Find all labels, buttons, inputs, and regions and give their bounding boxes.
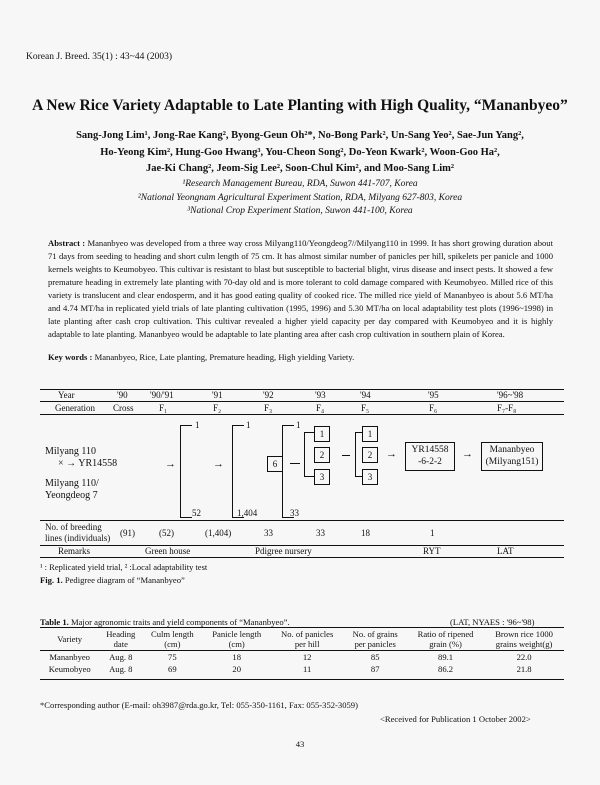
arrow-icon: → bbox=[462, 448, 473, 460]
cross-result: × → YR14558 bbox=[58, 458, 118, 469]
year-cell: '92 bbox=[263, 390, 274, 400]
lines-value: (52) bbox=[159, 528, 174, 538]
line-count: 1,404 bbox=[237, 508, 258, 518]
table-header-cell: Ratio of ripened grain (%) bbox=[407, 628, 484, 651]
figure-caption-text: Pedigree diagram of “Mananbyeo” bbox=[62, 575, 185, 585]
f5-line-box: 2 bbox=[362, 447, 378, 463]
bracket-line bbox=[304, 432, 314, 433]
remark-cell: Pdigree nursery bbox=[255, 546, 312, 556]
table-header-cell: Heading date bbox=[99, 628, 142, 651]
table-cell: 86.2 bbox=[438, 664, 454, 674]
connector-line bbox=[290, 463, 300, 464]
final-variety-name: Mananbyeo bbox=[489, 445, 535, 455]
arrow-icon: → bbox=[165, 458, 176, 470]
table-cell: 87 bbox=[370, 664, 380, 674]
author-line: Jae-Ki Chang², Jeom-Sig Lee², Soon-Chul Kim², and Moo-Sang Lim² bbox=[145, 163, 455, 174]
table-row bbox=[40, 651, 564, 664]
line-count: 52 bbox=[192, 508, 201, 518]
generation-cell: F₅ bbox=[361, 403, 370, 413]
table-header-cell: Brown rice 1000 grains weight(g) bbox=[484, 628, 564, 651]
figure-footnote: ¹ : Replicated yield trial, ² :Local adaptability test bbox=[40, 562, 208, 572]
lines-value: 1 bbox=[430, 528, 435, 538]
year-cell: '94 bbox=[360, 390, 371, 400]
f4-line-box: 3 bbox=[314, 469, 330, 485]
lines-value: 33 bbox=[264, 528, 273, 538]
generation-cell: F₂ bbox=[213, 403, 222, 413]
year-cell: '91 bbox=[212, 390, 223, 400]
year-cell: '93 bbox=[315, 390, 326, 400]
bracket-line bbox=[180, 517, 192, 518]
affiliation: ²National Yeongnam Agricultural Experiment Station, RDA, Milyang 627-803, Korea bbox=[137, 192, 463, 203]
year-cell: '90/'91 bbox=[150, 390, 174, 400]
table-caption-text: Major agronomic traits and yield components of “Mananbyeo”. bbox=[68, 617, 290, 627]
figure-rule bbox=[40, 401, 564, 402]
bracket-line bbox=[232, 425, 233, 518]
generation-cell: F₄ bbox=[316, 403, 325, 413]
affiliation: ³National Crop Experiment Station, Suwon 441-100, Korea bbox=[187, 206, 413, 216]
lines-label: No. of breeding bbox=[45, 522, 102, 532]
lines-value: (91) bbox=[120, 528, 135, 538]
final-variety-box bbox=[481, 442, 543, 471]
final-variety-line: (Milyang151) bbox=[485, 457, 539, 467]
lines-value: (1,404) bbox=[205, 528, 232, 538]
table-header-row bbox=[40, 628, 564, 651]
arrow-icon: → bbox=[213, 458, 224, 470]
page-number: 43 bbox=[295, 739, 305, 749]
table-cell: 89.1 bbox=[438, 652, 454, 662]
table-header-cell: Panicle length (cm) bbox=[203, 628, 271, 651]
table-header-cell: No. of panicles per hill bbox=[271, 628, 344, 651]
cross-parent: Milyang 110 bbox=[45, 446, 97, 457]
bracket-line bbox=[304, 432, 305, 476]
cross-parent: Yeongdeog 7 bbox=[45, 490, 98, 501]
lines-value: 18 bbox=[361, 528, 370, 538]
remark-cell: LAT bbox=[497, 546, 514, 556]
f5-line-box: 3 bbox=[362, 469, 378, 485]
year-cell: '96~'98 bbox=[497, 390, 524, 400]
year-label: Year bbox=[58, 390, 75, 400]
agronomic-traits-table bbox=[40, 628, 564, 675]
figure-bottom-rule bbox=[40, 557, 564, 558]
year-cell: '95 bbox=[428, 390, 439, 400]
bracket-line bbox=[232, 425, 244, 426]
bracket-line bbox=[180, 425, 192, 426]
table-cell: Aug. 8 bbox=[109, 664, 133, 674]
figure-caption-label: Fig. 1. bbox=[40, 575, 63, 585]
line-count: 1 bbox=[296, 420, 301, 430]
figure-rule bbox=[40, 520, 564, 521]
table-cell: 22.0 bbox=[516, 652, 532, 662]
affiliation: ¹Research Management Bureau, RDA, Suwon 441-707, Korea bbox=[182, 179, 418, 189]
table-row bbox=[40, 663, 564, 675]
abstract-label: Abstract : bbox=[48, 238, 86, 248]
author-list bbox=[40, 128, 560, 178]
f4-line-box: 1 bbox=[314, 426, 330, 442]
generation-cell: Cross bbox=[113, 403, 134, 413]
figure-rule bbox=[40, 414, 564, 415]
f6-selection-box bbox=[405, 442, 455, 471]
f5-line-box: 1 bbox=[362, 426, 378, 442]
table-cell: 85 bbox=[370, 652, 380, 662]
arrow-icon: → bbox=[386, 448, 397, 460]
bracket-line bbox=[282, 425, 294, 426]
table-cell: 18 bbox=[232, 652, 241, 662]
remark-cell: Green house bbox=[145, 546, 191, 556]
bracket-line bbox=[180, 425, 181, 518]
table-source: (LAT, NYAES : '96~'98) bbox=[450, 617, 535, 627]
bracket-line bbox=[304, 476, 314, 477]
table-caption bbox=[40, 617, 290, 627]
f6-selection-line: -6-2-2 bbox=[418, 457, 442, 467]
table-header-cell: Variety bbox=[40, 628, 99, 651]
table-cell: Mananbyeo bbox=[49, 652, 90, 662]
keywords-label: Key words : bbox=[48, 352, 93, 362]
generation-cell: F₇-F₈ bbox=[497, 403, 517, 413]
connector-line bbox=[342, 455, 350, 456]
f4-line-box: 2 bbox=[314, 447, 330, 463]
remark-cell: RYT bbox=[423, 546, 441, 556]
author-line: Ho-Yeong Kim², Hung-Goo Hwang³, You-Cheon Song², Do-Yeon Kwark², Woon-Goo Ha², bbox=[100, 146, 500, 158]
table-header-cell: No. of grains per panicles bbox=[344, 628, 407, 651]
paper-title: A New Rice Variety Adaptable to Late Planting with High Quality, “Mananbyeo” bbox=[32, 97, 568, 114]
line-count: 1 bbox=[195, 420, 200, 430]
lines-label: lines (individuals) bbox=[45, 533, 111, 543]
lines-value: 33 bbox=[316, 528, 325, 538]
line-count: 33 bbox=[290, 508, 299, 518]
selected-line-box: 6 bbox=[267, 456, 283, 472]
table-cell: Aug. 8 bbox=[109, 652, 133, 662]
generation-cell: F₆ bbox=[429, 403, 438, 413]
journal-citation: Korean J. Breed. 35(1) : 43~44 (2003) bbox=[26, 52, 173, 62]
remarks-label: Remarks bbox=[58, 546, 90, 556]
f6-selection-line: YR14558 bbox=[411, 445, 449, 455]
generation-label: Generation bbox=[55, 403, 95, 413]
affiliation-list bbox=[60, 178, 540, 219]
generation-cell: F₁ bbox=[159, 403, 168, 413]
table-caption-label: Table 1. bbox=[40, 617, 69, 627]
table-cell: Keumobyeo bbox=[48, 664, 91, 674]
figure-caption bbox=[40, 575, 185, 585]
table-cell: 12 bbox=[302, 652, 312, 662]
table-bottom-rule bbox=[40, 679, 564, 680]
line-count: 1 bbox=[246, 420, 251, 430]
keywords bbox=[48, 352, 553, 362]
received-date: <Received for Publication 1 October 2002> bbox=[380, 714, 531, 724]
table-cell: 11 bbox=[303, 664, 312, 674]
table-cell: 75 bbox=[168, 652, 177, 662]
year-cell: '90 bbox=[117, 390, 128, 400]
bracket-line bbox=[355, 432, 356, 476]
corresponding-author: *Corresponding author (E-mail: oh3987@rda.go.kr, Tel: 055-350-1161, Fax: 055-352-3059) bbox=[40, 700, 358, 710]
keywords-text: Mananbyeo, Rice, Late planting, Premature heading, High yielding Variety. bbox=[94, 352, 355, 362]
table-cell: 21.8 bbox=[516, 664, 532, 674]
table-cell: 20 bbox=[232, 664, 241, 674]
table-cell: 69 bbox=[168, 664, 177, 674]
generation-cell: F₃ bbox=[264, 403, 273, 413]
table-header-cell: Culm length (cm) bbox=[142, 628, 202, 651]
cross-parent: Milyang 110/ bbox=[45, 478, 99, 489]
abstract bbox=[48, 237, 553, 341]
abstract-text: Mananbyeo was developed from a three way cross Milyang110/Yeongdeog7//Milyang110 in 1999. It has short growing duration about 71 days from seeding to heading and short culm length of 75 cm. It has almost similar number of panicles per hill, spikelets per panicle and 1000 kernels weights to Keumobyeo. This cultivar is resistant to blast but susceptible to bacterial blight, virus disease and insect pests. It showed a few premature heading in extremely late planting with 70-day old and is more tolerant to cold damage compared with Keumobyeo. Milled rice of this variety is translucent and clear endosperm, and it has good eating quality of cooked rice. The milled rice yield of Mananbyeo is about 5.6 MT/ha and 4.74 MT/ha in replicated yield trials of late planting cultivation (1995, 1996) and 5.30 MT/ha on local adaptability test plots (1996~1998) in late planting after cash crop cultivation. This cultivar revealed a higher yield capacity per day compared with Keumobyeo and it is highly adaptable to late planting. Mananbyeo would be adaptable to late planting area after cash crop cultivation in southern plain of Korea. bbox=[48, 238, 553, 339]
author-line: Sang-Jong Lim¹, Jong-Rae Kang², Byong-Geun Oh²*, No-Bong Park², Un-Sang Yeo², Sae-Jun Yang², bbox=[76, 130, 524, 141]
